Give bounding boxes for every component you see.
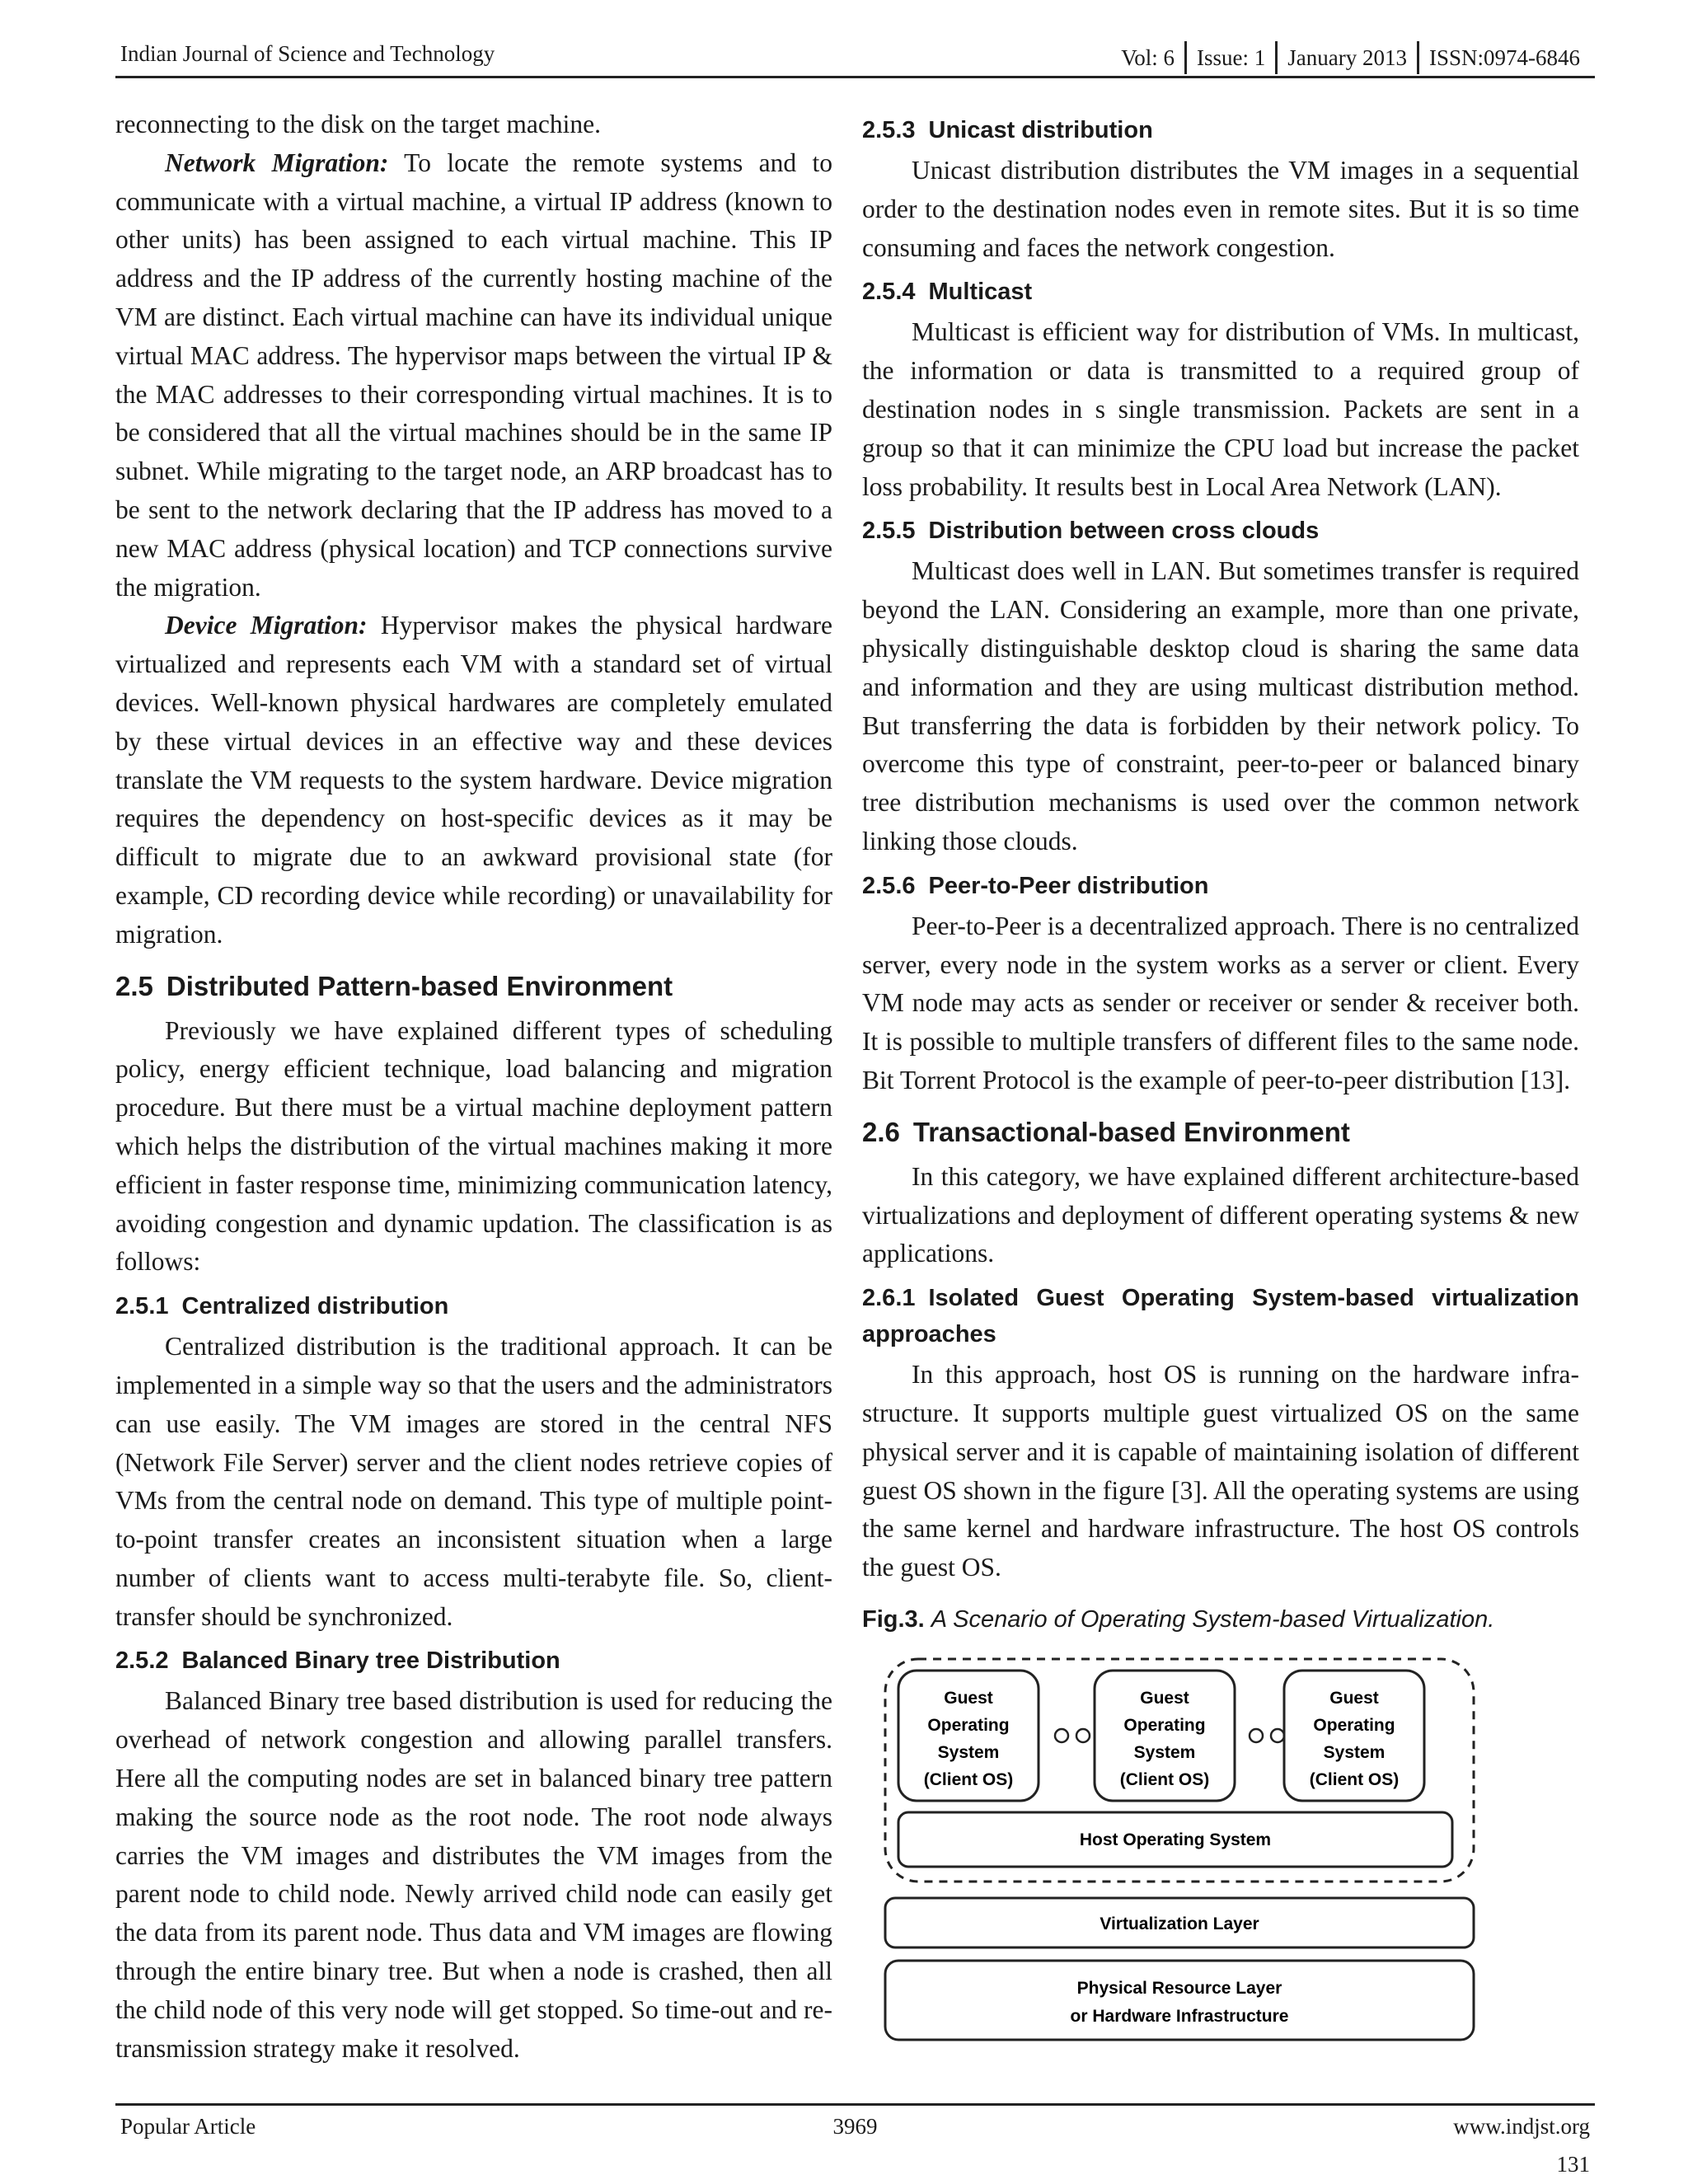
right-column (862, 105, 1579, 2056)
issn: ISSN:0974-6846 (1417, 41, 1590, 74)
section-number: 2.5.1 (115, 1293, 169, 1320)
paragraph: In this category, we have explained different architecture-based virtualizations and deployment of different operating systems & new applications. (862, 1161, 1579, 1268)
section-title: Centralized distribution (181, 1293, 449, 1320)
section-heading-2-6-1 (862, 1280, 1579, 1352)
article-number: 3969 (832, 2114, 878, 2139)
run-in-heading: Device Migration: (165, 611, 368, 640)
guest-os-box-3 (1284, 1671, 1424, 1801)
physical-layer-label-2: or Hardware Infrastructure (1070, 2006, 1289, 2026)
section-title: Peer-to-Peer distribution (928, 872, 1209, 899)
section-heading-2-5-2 (115, 1643, 832, 1679)
guest-os-box-2 (1095, 1671, 1235, 1801)
physical-resource-layer-box (885, 1961, 1474, 2040)
guest-label-2: Operating (927, 1715, 1010, 1735)
guest-label-3: System (1133, 1742, 1196, 1762)
virtualization-layer-box (885, 1898, 1474, 1947)
guest-label-1: Guest (1140, 1688, 1189, 1708)
ellipsis-dot (1076, 1729, 1090, 1742)
paragraph: Unicast distribution distributes the VM images in a sequential order to the destination nodes even in remote sites. But it is so time consuming and faces the network congestion. (862, 156, 1579, 262)
paragraph: reconnecting to the disk on the target machine. (115, 110, 601, 138)
section-title: Multicast (928, 279, 1033, 306)
section-heading-2-5 (115, 968, 832, 1005)
guest-label-2: Operating (1123, 1715, 1206, 1735)
guest-label-1: Guest (1329, 1688, 1379, 1708)
guest-label-3: System (1323, 1742, 1386, 1762)
virtualization-layer-label: Virtualization Layer (1100, 1914, 1259, 1933)
section-heading-2-5-6 (862, 868, 1579, 904)
section-number: 2.5.5 (862, 518, 916, 545)
section-number: 2.5.2 (115, 1647, 169, 1675)
running-footer (115, 2103, 1595, 2177)
ellipsis-dot (1055, 1729, 1068, 1742)
section-heading-2-5-1 (115, 1288, 832, 1324)
guest-label-4: (Client OS) (1309, 1769, 1400, 1789)
guest-label-3: System (937, 1742, 1000, 1762)
run-in-heading: Network Migration: (165, 148, 389, 177)
guest-label-2: Operating (1313, 1715, 1395, 1735)
paragraph-network-migration (115, 144, 832, 607)
figure-label: Fig.3. (862, 1605, 925, 1633)
page-number: 131 (1556, 2152, 1590, 2177)
host-os-label: Host Operating System (1079, 1830, 1272, 1849)
guest-label-4: (Client OS) (1119, 1769, 1210, 1789)
section-number: 2.6 (862, 1116, 900, 1147)
host-os-box (898, 1812, 1452, 1867)
section-title: Unicast distribution (928, 117, 1153, 143)
section-number: 2.5.3 (862, 117, 916, 143)
ellipsis-dot (1271, 1729, 1284, 1742)
journal-name: Indian Journal of Science and Technology (120, 41, 495, 66)
paragraph: Multicast is efficient way for distribution of VMs. In multicast, the information or data is transmitted to a required group of destination nodes in s single transmission. Packets are sent in a group so that it can minimize the CPU load but increase the packet loss probability. It results best in Local Area Network (LAN). (862, 317, 1579, 501)
guest-label-1: Guest (944, 1688, 993, 1708)
paragraph: Balanced Binary tree based distribution is used for reducing the overhead of network congestion and allowing parallel transfers. Here all the computing nodes are set in balanced binary tree pattern making the source node as the root node. The root node always carries the VM images and distributes the VM images from the parent node to child node. Newly arrived child node can easily get the data from its parent node. Thus data and VM images are flowing through the entire binary tree. But when a node is crashed, then all the child node of this very node will get stopped. So time-out and re-transmission strategy make it resolved. (115, 1686, 832, 2063)
section-title: Transactional-based Environment (912, 1116, 1350, 1147)
section-heading-2-5-5 (862, 513, 1579, 549)
running-header (115, 40, 1595, 78)
article-type: Popular Article (120, 2114, 256, 2139)
paragraph: Centralized distribution is the traditional approach. It can be implemented in a simple way so that the users and the administrators can use easily. The VM images are stored in the central NFS (Network File Server) server and the client nodes retrieve copies of VMs from the central node on demand. This type of multiple point-to-point transfer creates an inconsistent situation when a large number of clients want to access multi-terabyte file. So, client-transfer should be synchronized. (115, 1332, 832, 1631)
left-column (115, 105, 832, 2068)
guest-label-4: (Client OS) (923, 1769, 1014, 1789)
paragraph: Previously we have explained different types of scheduling policy, energy efficient technique, load balancing and migration procedure. But there must be a virtual machine deployment pattern which helps the distribution of the virtual machines making it more efficient in faster response time, minimizing communication latency, avoiding congestion and dynamic updation. The classification is as follows: (115, 1015, 832, 1277)
figure-diagram (879, 1652, 1480, 2056)
section-title: Distributed Pattern-based Environment (166, 970, 673, 1001)
journal-website: www.indjst.org (1453, 2114, 1590, 2139)
issue-meta (1111, 41, 1590, 74)
date: January 2013 (1275, 41, 1417, 74)
paragraph: Multicast does well in LAN. But sometimes transfer is required beyond the LAN. Considering an example, more than one private, physically distinguishable desktop cloud is sharing the same data and information and they are using multicast distribution method. But transferring the data is forbidden by their network policy. To overcome this type of constraint, peer-to-peer or balanced binary tree distribution mechanisms is used over the common network linking those clouds. (862, 556, 1579, 855)
paragraph: In this approach, host OS is running on the hardware infrastructure. It supports multiple guest virtualized OS on the same physical server and it is capable of maintaining isolation of different guest OS shown in the figure [3]. All the operating systems are using the same kernel and hardware infrastructure. The host OS controls the guest OS. (862, 1360, 1579, 1582)
issue: Issue: 1 (1184, 41, 1275, 74)
section-title: Balanced Binary tree Distribution (181, 1647, 560, 1675)
section-number: 2.6.1 (862, 1285, 916, 1312)
volume: Vol: 6 (1121, 45, 1175, 70)
section-title: Distribution between cross clouds (928, 518, 1320, 545)
paragraph-text: Hypervisor makes the physical hardware virtualized and represents each VM with a standard set of virtual devices. Well-known physical hardwares are completely emulated by these virtual devices in an effective way and these devices translate the VM requests to the system hardware. Device migration requires the dependency on host-specific devices as it may be difficult to migrate due to an awkward provisional state (for example, CD recording device while recording) or unavailability for migration. (115, 611, 832, 949)
section-heading-2-5-3 (862, 112, 1579, 148)
figure-title: A Scenario of Operating System-based Virtualization. (931, 1605, 1495, 1633)
section-number: 2.5 (115, 970, 153, 1001)
figure-caption (862, 1601, 1579, 1639)
paragraph: Peer-to-Peer is a decentralized approach. There is no centralized server, every node in the system works as a server or client. Every VM node may acts as sender or receiver or sender & receiver both. It is possible to multiple transfers of different files to the same node. Bit Torrent Protocol is the example of peer-to-peer distribution [13]. (862, 911, 1579, 1094)
paragraph-text: To locate the remote systems and to communicate with a virtual machine, a virtual IP address (known to other units) has been assigned to each virtual machine. This IP address and the IP address of the currently hosting machine of the VM are distinct. Each virtual machine can have its individual unique virtual MAC address. The hypervisor maps between the virtual IP & the MAC addresses to their corresponding virtual machines. It is to be considered that all the virtual machines should be in the same IP subnet. While migrating to the target node, an ARP broadcast has to be sent to the network declaring that the IP address has moved to a new MAC address (physical location) and TCP connections survive the migration. (115, 148, 832, 602)
guest-os-box-1 (898, 1671, 1039, 1801)
physical-layer-label-1: Physical Resource Layer (1076, 1978, 1282, 1998)
paragraph-device-migration (115, 607, 832, 954)
section-number: 2.5.6 (862, 872, 916, 899)
section-number: 2.5.4 (862, 279, 916, 306)
ellipsis-dot (1250, 1729, 1263, 1742)
section-heading-2-6 (862, 1113, 1579, 1151)
section-title: Isolated Guest Operating System-based virtualization approaches (862, 1285, 1579, 1348)
section-heading-2-5-4 (862, 274, 1579, 310)
